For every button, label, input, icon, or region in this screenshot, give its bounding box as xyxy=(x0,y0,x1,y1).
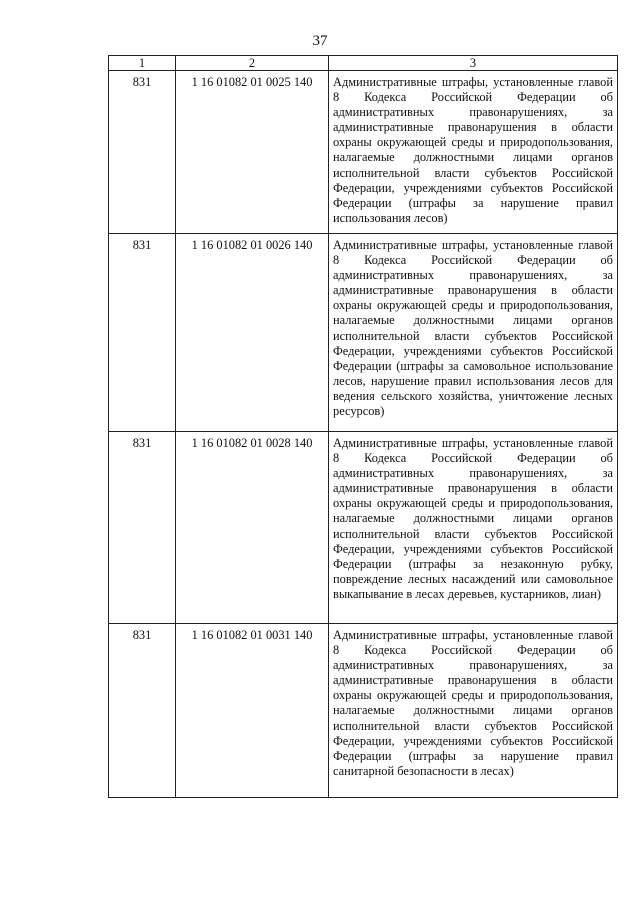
description-cell: Административные штрафы, установленные главой 8 Кодекса Российской Федерации об административных правонарушениях, за административные правонарушения в области охраны окружающей среды и природопользования, налагаемые должностными лицами органов исполнительной власти субъектов Российской Федерации, учреждениями субъектов Российской Федерации (штрафы за незаконную рубку, повреждение лесных насаждений или самовольное выкапывание в лесах деревьев, кустарников, лиан) xyxy=(329,432,618,624)
admin-code-cell: 831 xyxy=(109,234,176,432)
table-header-row xyxy=(109,56,618,71)
admin-code-cell: 831 xyxy=(109,432,176,624)
classification-table xyxy=(108,55,618,798)
description-cell: Административные штрафы, установленные главой 8 Кодекса Российской Федерации об административных правонарушениях, за административные правонарушения в области охраны окружающей среды и природопользования, налагаемые должностными лицами органов исполнительной власти субъектов Российской Федерации, учреждениями субъектов Российской Федерации (штрафы за нарушение правил санитарной безопасности в лесах) xyxy=(329,624,618,798)
column-header: 1 xyxy=(109,56,176,71)
table-row xyxy=(109,234,618,432)
admin-code-cell: 831 xyxy=(109,71,176,234)
admin-code-cell: 831 xyxy=(109,624,176,798)
kbk-code-cell: 1 16 01082 01 0025 140 xyxy=(176,71,329,234)
column-header: 3 xyxy=(329,56,618,71)
table-row xyxy=(109,432,618,624)
description-cell: Административные штрафы, установленные главой 8 Кодекса Российской Федерации об административных правонарушениях, за административные правонарушения в области охраны окружающей среды и природопользования, налагаемые должностными лицами органов исполнительной власти субъектов Российской Федерации, учреждениями субъектов Российской Федерации (штрафы за нарушение правил использования лесов) xyxy=(329,71,618,234)
page-number: 37 xyxy=(312,33,328,49)
column-header: 2 xyxy=(176,56,329,71)
kbk-code-cell: 1 16 01082 01 0031 140 xyxy=(176,624,329,798)
table-row xyxy=(109,71,618,234)
kbk-code-cell: 1 16 01082 01 0028 140 xyxy=(176,432,329,624)
kbk-code-cell: 1 16 01082 01 0026 140 xyxy=(176,234,329,432)
table-row xyxy=(109,624,618,798)
description-cell: Административные штрафы, установленные главой 8 Кодекса Российской Федерации об административных правонарушениях, за административные правонарушения в области охраны окружающей среды и природопользования, налагаемые должностными лицами органов исполнительной власти субъектов Российской Федерации, учреждениями субъектов Российской Федерации (штрафы за самовольное использование лесов, нарушение правил использования лесов для ведения сельского хозяйства, уничтожение лесных ресурсов) xyxy=(329,234,618,432)
